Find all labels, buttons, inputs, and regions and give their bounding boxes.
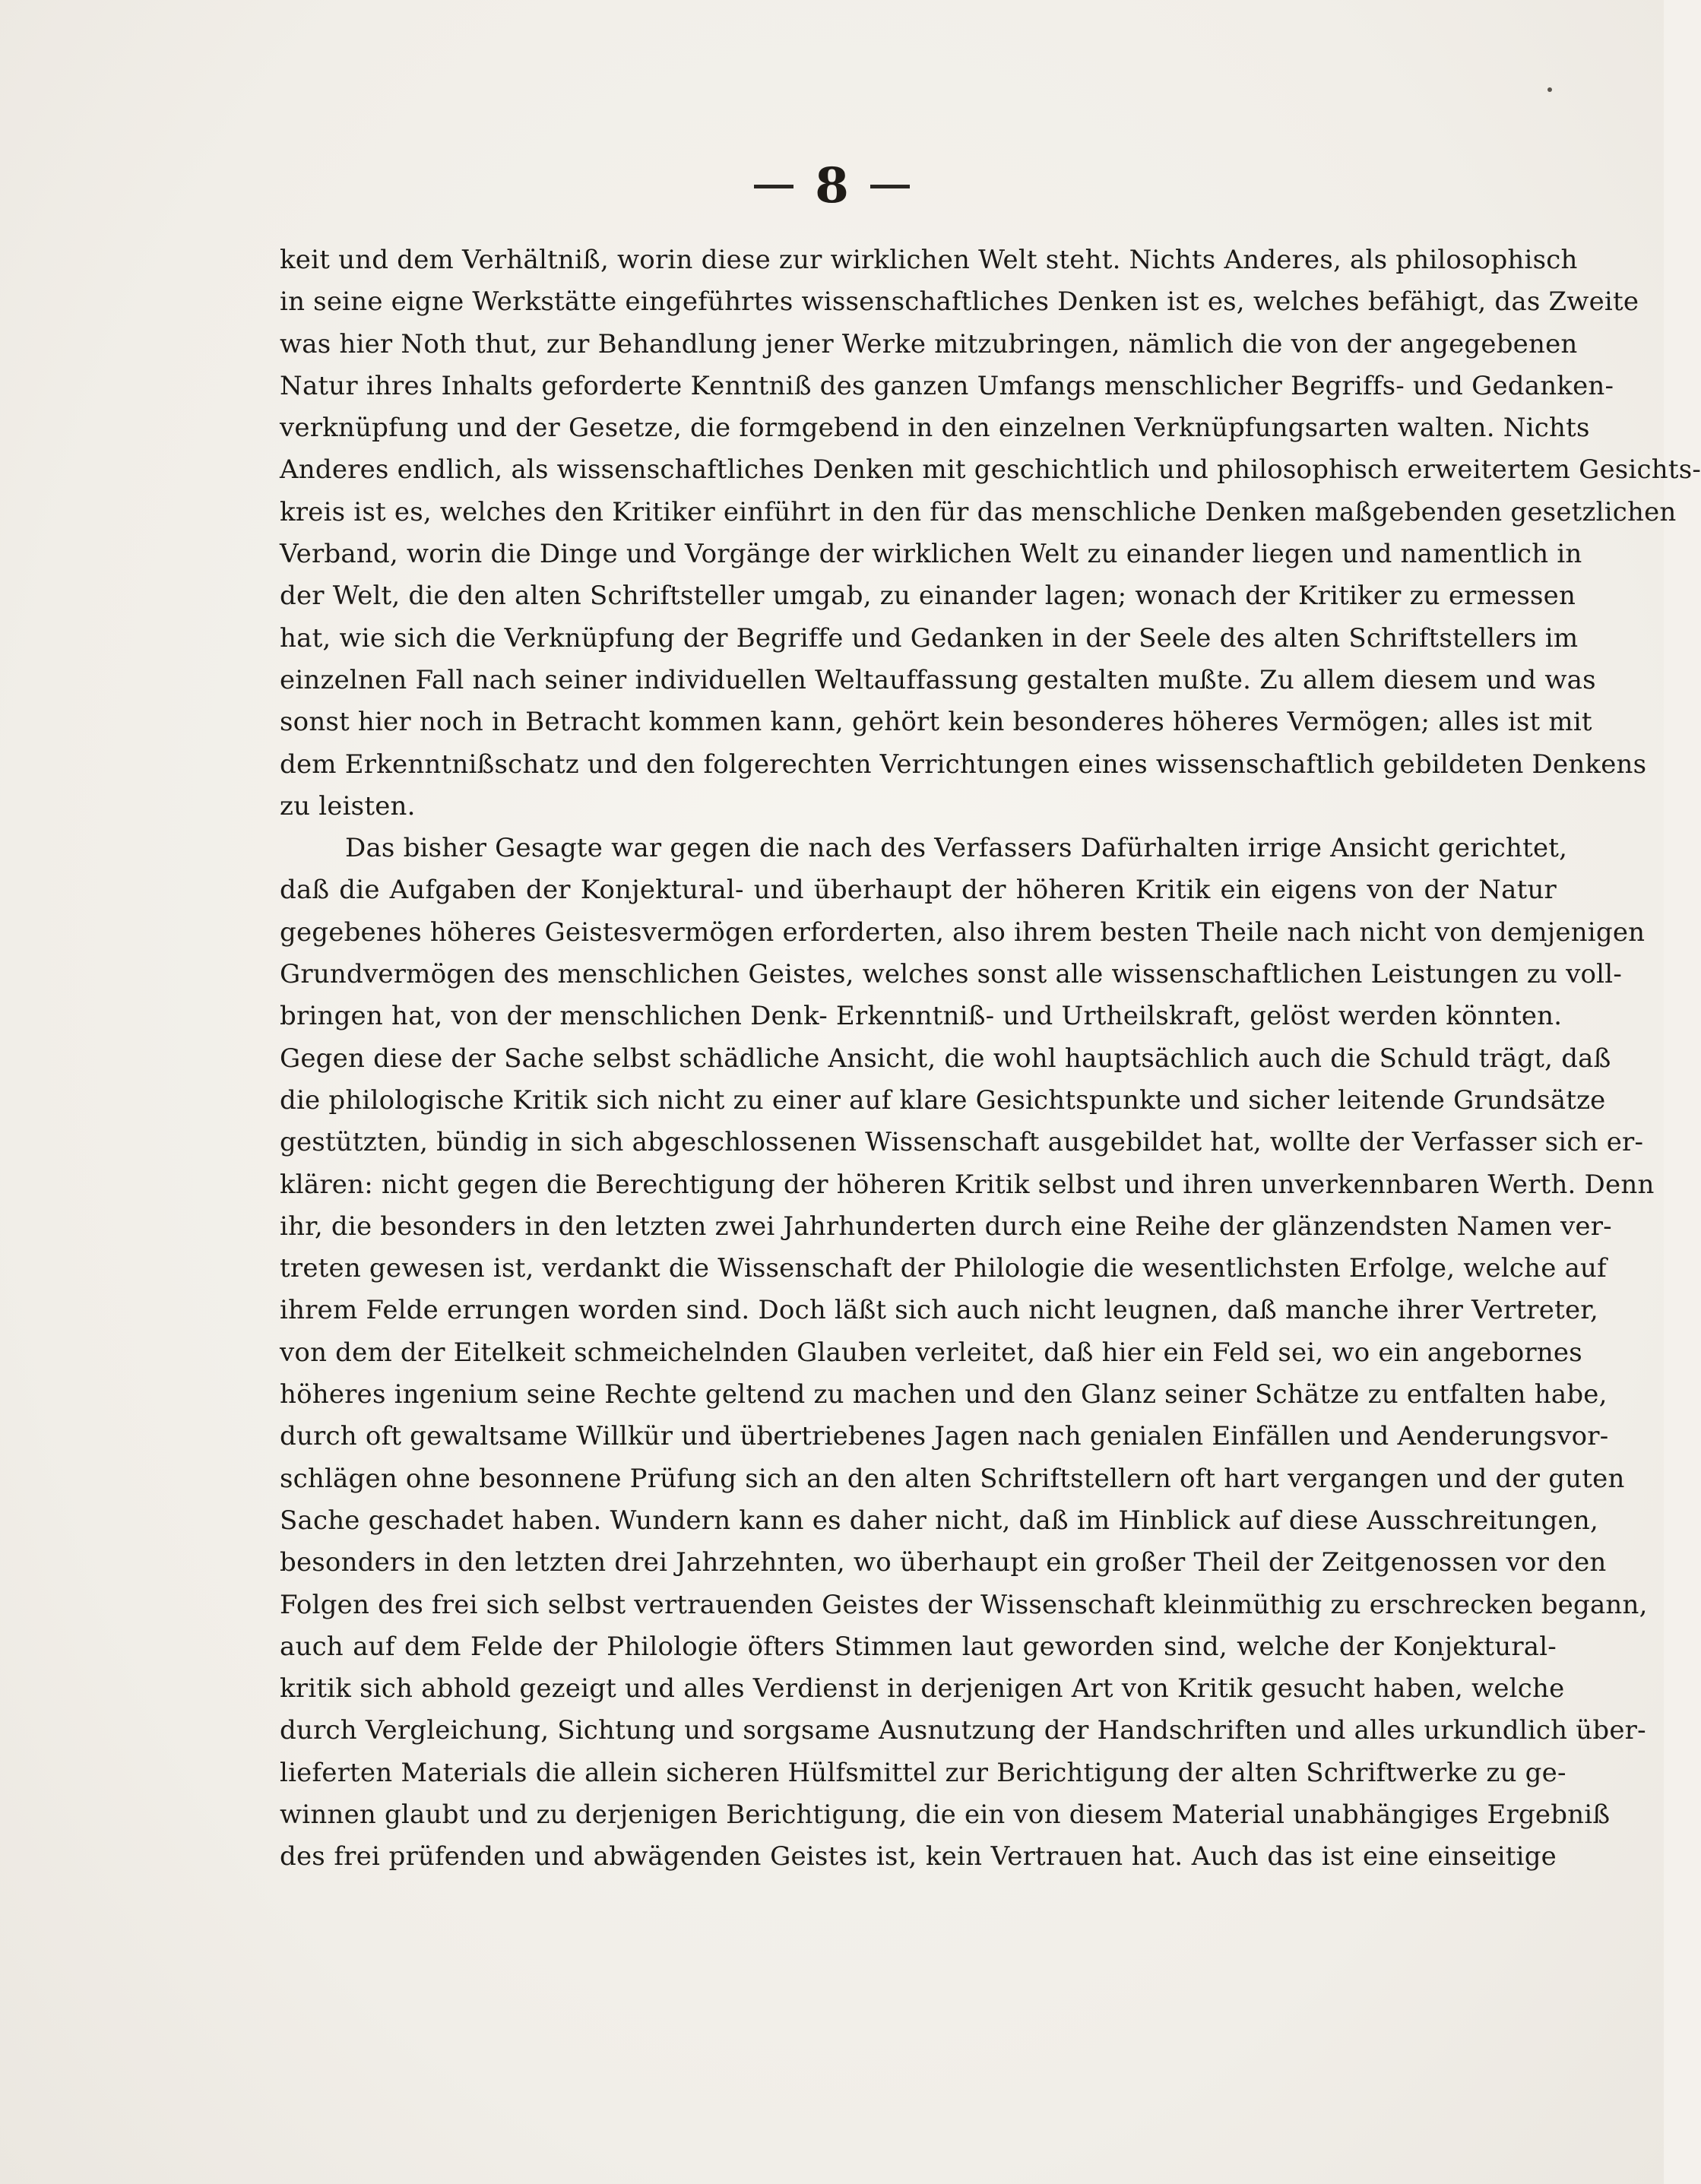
text-line: Das bisher Gesagte war gegen die nach des Verfassers Dafürhalten irrige Ansicht gerichtet, <box>345 833 1568 864</box>
text-line: Natur ihres Inhalts geforderte Kenntniß des ganzen Umfangs menschlicher Begriffs- und Gedanken- <box>280 370 1614 401</box>
text-line: in seine eigne Werkstätte eingeführtes wissenschaftliches Denken ist es, welches befähigt, das Zweite <box>280 286 1639 318</box>
text-line: Sache geschadet haben. Wundern kann es daher nicht, daß im Hinblick auf diese Ausschreitungen, <box>280 1505 1599 1536</box>
text-line: die philologische Kritik sich nicht zu einer auf klare Gesichtspunkte und sicher leitende Grundsätze <box>280 1084 1606 1116</box>
text-line: ihrem Felde errungen worden sind. Doch läßt sich auch nicht leugnen, daß manche ihrer Vertreter, <box>280 1295 1598 1326</box>
paragraph-1 <box>280 239 1701 828</box>
text-line: daß die Aufgaben der Konjektural- und überhaupt der höheren Kritik ein eigens von der Natur <box>280 875 1557 906</box>
text-line: lieferten Materials die allein sicheren Hülfsmittel zur Berichtigung der alten Schriftwerke zu ge- <box>280 1757 1566 1788</box>
text-line: hat, wie sich die Verknüpfung der Begriffe und Gedanken in der Seele des alten Schriftstellers im <box>280 622 1579 654</box>
text-line: auch auf dem Felde der Philologie öfters Stimmen laut geworden sind, welche der Konjektural- <box>280 1631 1557 1662</box>
text-line: Gegen diese der Sache selbst schädliche Ansicht, die wohl hauptsächlich auch die Schuld trägt, daß <box>280 1043 1611 1074</box>
text-line: zu leisten. <box>280 790 416 821</box>
text-line: sonst hier noch in Betracht kommen kann, gehört kein besonderes höheres Vermögen; alles ist mit <box>280 707 1592 738</box>
text-line: gestützten, bündig in sich abgeschlossenen Wissenschaft ausgebildet hat, wollte der Verfasser sich er- <box>280 1127 1644 1158</box>
text-line: bringen hat, von der menschlichen Denk- Erkenntniß- und Urtheilskraft, gelöst werden könnten. <box>280 1001 1563 1032</box>
text-line: ihr, die besonders in den letzten zwei Jahrhunderten durch eine Reihe der glänzendsten Namen ver- <box>280 1211 1612 1242</box>
text-line: gegebenes höheres Geistesvermögen erforderten, also ihrem besten Theile nach nicht von demjenigen <box>280 916 1646 948</box>
text-line: Folgen des frei sich selbst vertrauenden Geistes der Wissenschaft kleinmüthig zu erschrecken begann, <box>280 1589 1648 1620</box>
text-line: klären: nicht gegen die Berechtigung der höheren Kritik selbst und ihren unverkennbaren Werth. Denn <box>280 1169 1655 1200</box>
text-line: einzelnen Fall nach seiner individuellen Weltauffassung gestalten mußte. Zu allem diesem und was <box>280 664 1596 695</box>
page-header <box>0 156 1664 217</box>
text-line: Grundvermögen des menschlichen Geistes, welches sonst alle wissenschaftlichen Leistungen zu voll- <box>280 959 1623 990</box>
text-line: keit und dem Verhältniß, worin diese zur wirklichen Welt steht. Nichts Anderes, als philosophisch <box>280 245 1578 275</box>
paragraph-2 <box>280 828 1655 1878</box>
text-line: von dem der Eitelkeit schmeichelnden Glauben verleitet, daß hier ein Feld sei, wo ein angebornes <box>280 1337 1582 1368</box>
text-line: höheres ingenium seine Rechte geltend zu machen und den Glanz seiner Schätze zu entfalten habe, <box>280 1379 1608 1410</box>
text-line: kritik sich abhold gezeigt und alles Verdienst in derjenigen Art von Kritik gesucht haben, welche <box>280 1673 1565 1704</box>
text-line: was hier Noth thut, zur Behandlung jener Werke mitzubringen, nämlich die von der angegebenen <box>280 328 1578 359</box>
text-line: des frei prüfenden und abwägenden Geistes ist, kein Vertrauen hat. Auch das ist eine einseitige <box>280 1841 1557 1872</box>
text-line: Verband, worin die Dinge und Vorgänge der wirklichen Welt zu einander liegen und namentlich in <box>280 539 1582 570</box>
header-dash-left <box>754 185 793 188</box>
text-line: schlägen ohne besonnene Prüfung sich an den alten Schriftstellern oft hart vergangen und der guten <box>280 1463 1625 1494</box>
text-line: Anderes endlich, als wissenschaftliches Denken mit geschichtlich und philosophisch erweitertem Gesichts- <box>280 454 1701 486</box>
page-number: 8 <box>815 157 849 214</box>
ink-speck <box>1547 87 1552 92</box>
text-line: winnen glaubt und zu derjenigen Berichtigung, die ein von diesem Material unabhängiges Ergebniß <box>280 1799 1611 1830</box>
text-line: besonders in den letzten drei Jahrzehnten, wo überhaupt ein großer Theil der Zeitgenossen vor den <box>280 1547 1607 1578</box>
text-line: durch oft gewaltsame Willkür und übertriebenes Jagen nach genialen Einfällen und Aenderungsvor- <box>280 1421 1609 1452</box>
header-dash-right <box>870 185 910 188</box>
text-line: dem Erkenntnißschatz und den folgerechten Verrichtungen eines wissenschaftlich gebildeten Denkens <box>280 749 1647 780</box>
text-line: kreis ist es, welches den Kritiker einführt in den für das menschliche Denken maßgebenden gesetzlichen <box>280 496 1677 527</box>
body-text <box>280 239 1701 1879</box>
text-line: treten gewesen ist, verdankt die Wissenschaft der Philologie die wesentlichsten Erfolge, welche auf <box>280 1253 1607 1284</box>
text-line: der Welt, die den alten Schriftsteller umgab, zu einander lagen; wonach der Kritiker zu ermessen <box>280 581 1576 612</box>
text-line: verknüpfung und der Gesetze, die formgebend in den einzelnen Verknüpfungsarten walten. Nichts <box>280 413 1590 444</box>
text-line: durch Vergleichung, Sichtung und sorgsame Ausnutzung der Handschriften und alles urkundlich über- <box>280 1715 1646 1746</box>
